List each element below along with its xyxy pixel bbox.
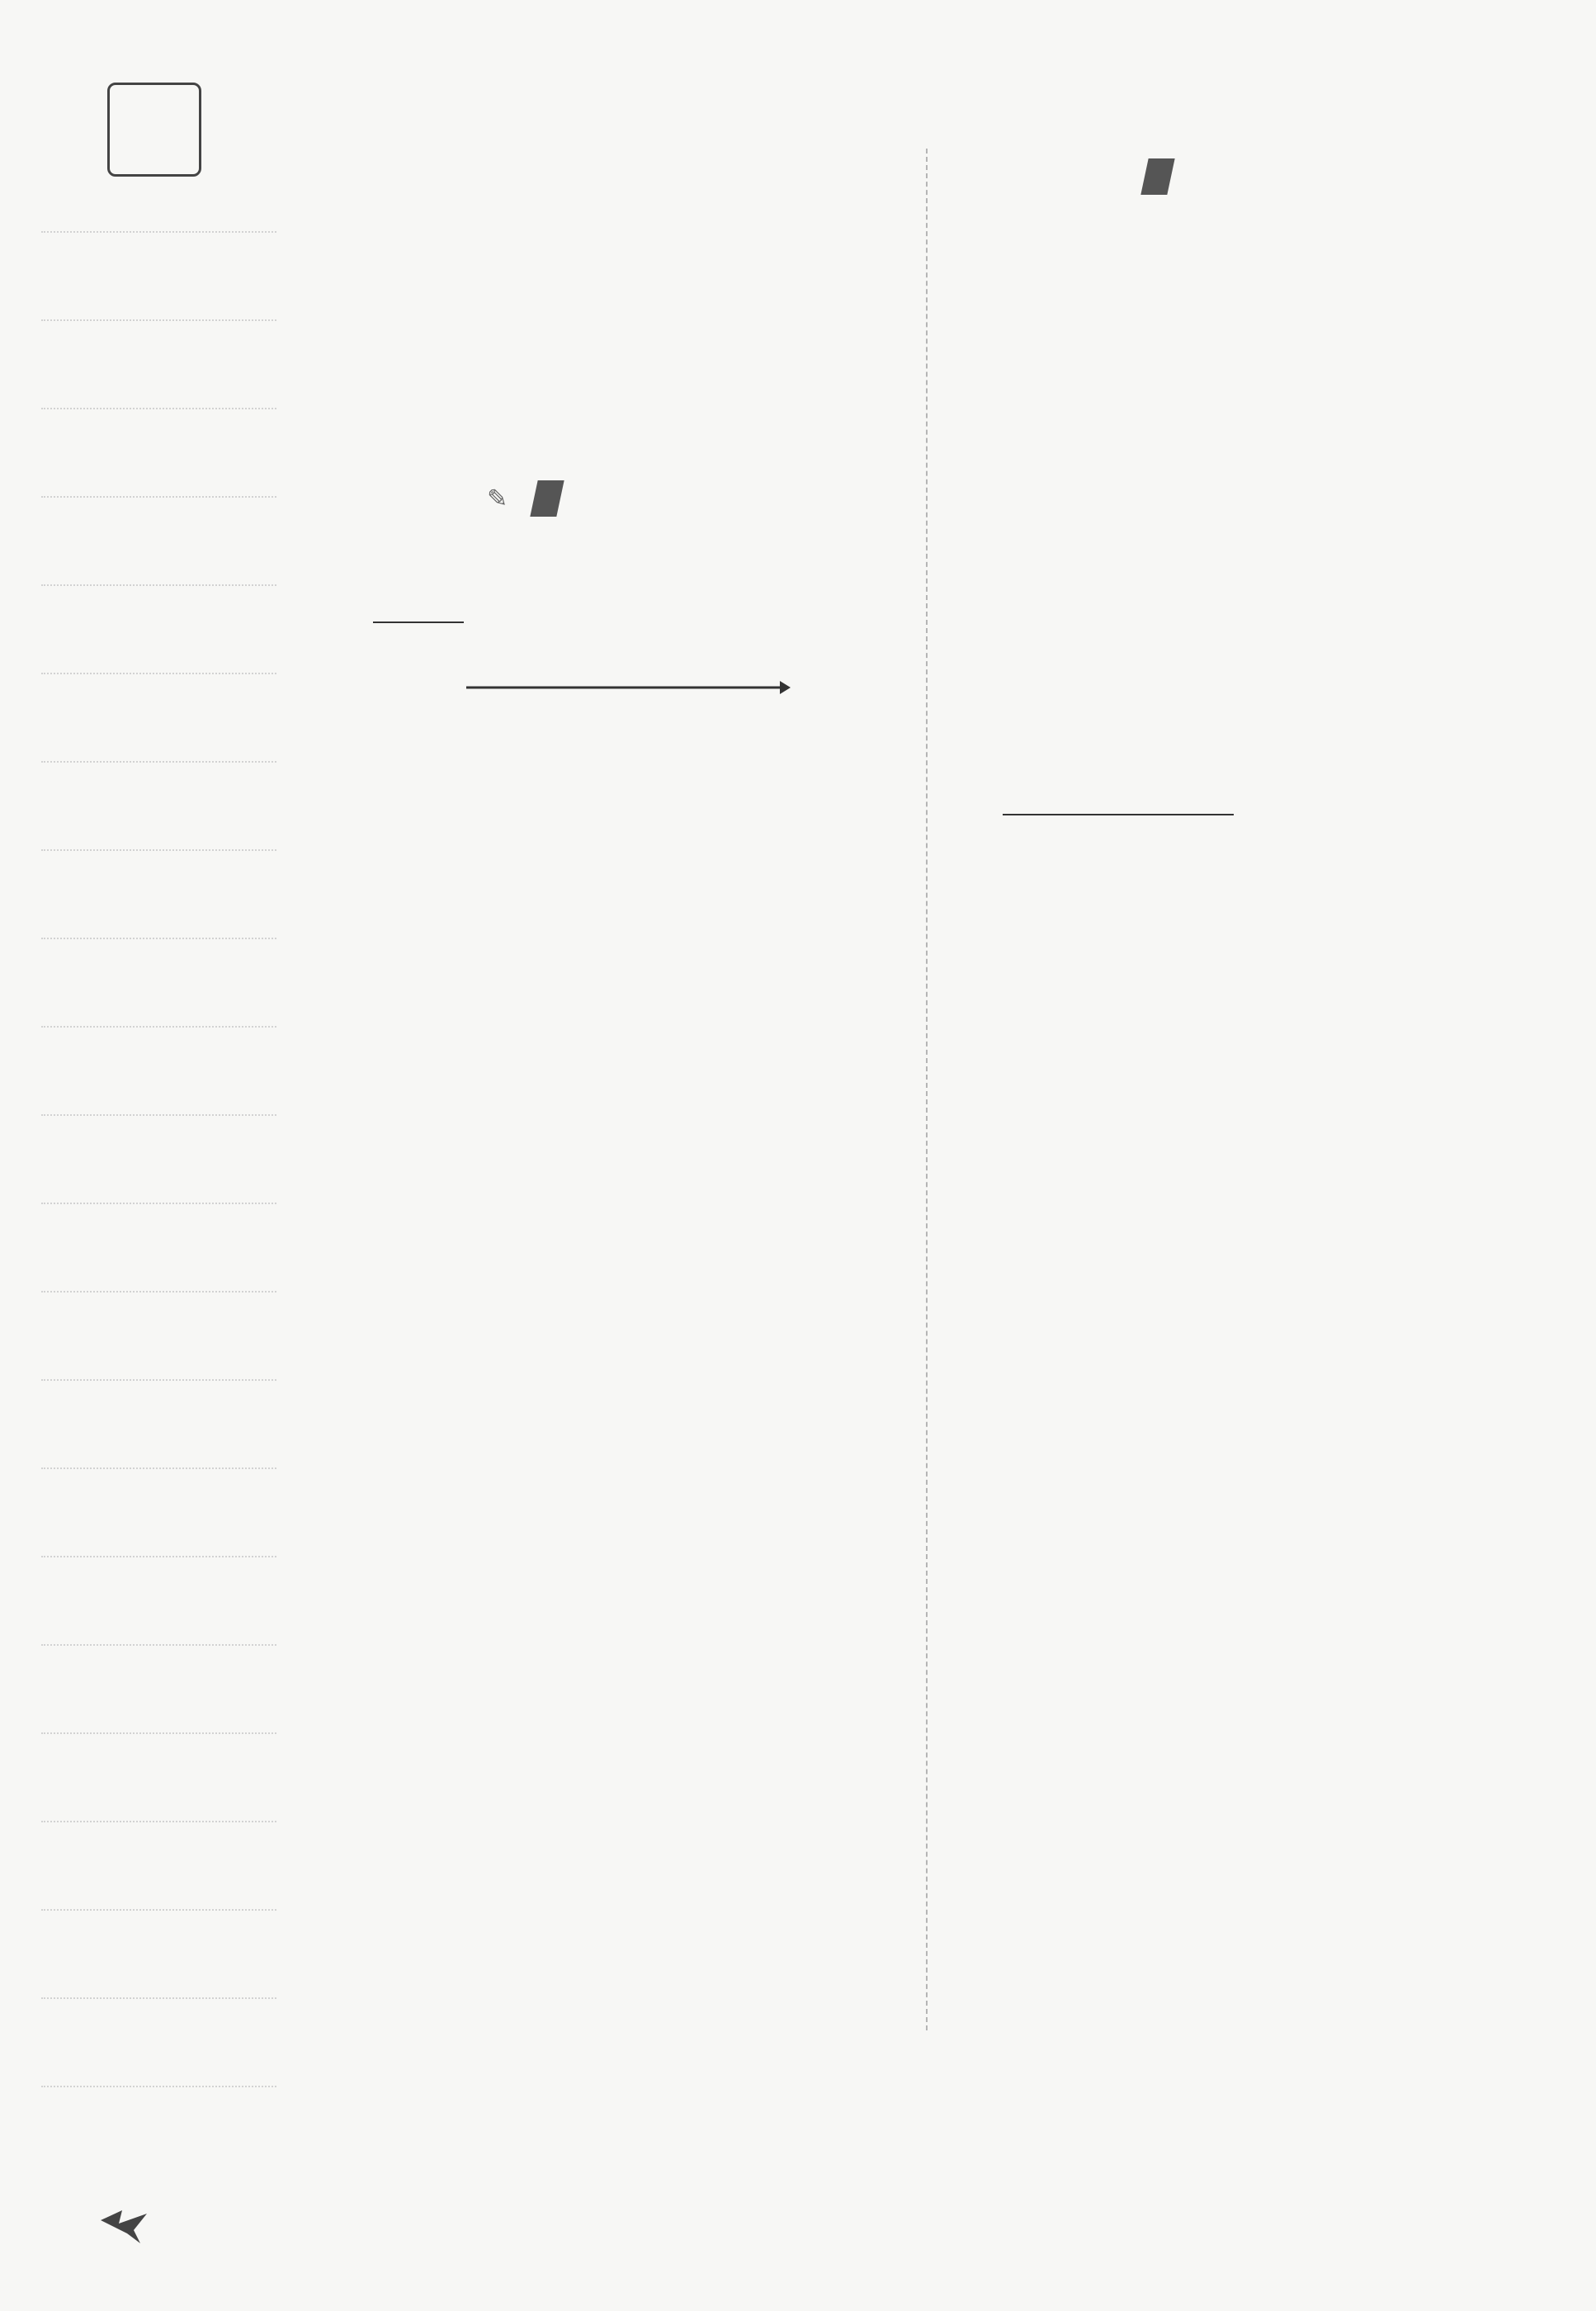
- question-14-sub1: [1003, 788, 1234, 825]
- notes-label-box: [107, 83, 201, 177]
- notes-line: [41, 584, 276, 586]
- notes-line: [41, 2086, 276, 2087]
- answer-blank: [373, 621, 464, 623]
- fill-blank-n[interactable]: [1118, 814, 1234, 815]
- notes-line: [41, 1467, 276, 1469]
- notes-line: [41, 319, 276, 321]
- section-banner-literacy: [1118, 157, 1171, 196]
- notes-line: [41, 231, 276, 233]
- notes-line: [41, 1114, 276, 1116]
- notes-line: [41, 761, 276, 763]
- notes-line: [41, 1997, 276, 1999]
- notes-line: [41, 496, 276, 498]
- notes-line: [41, 408, 276, 409]
- notes-line: [41, 1556, 276, 1557]
- banner-tag: [1140, 158, 1174, 195]
- notes-char: [113, 88, 154, 130]
- footer-logo-icon: [97, 2205, 155, 2247]
- banner-tag: [530, 480, 564, 517]
- notes-char: [154, 130, 196, 171]
- notes-line: [41, 1291, 276, 1293]
- pen-icon: ✎: [487, 484, 508, 513]
- notes-char: [113, 130, 154, 171]
- notes-line: [41, 1379, 276, 1381]
- notes-line: [41, 1909, 276, 1911]
- notes-line: [41, 938, 276, 939]
- notes-char: [154, 88, 196, 130]
- section-banner-ability: [487, 479, 560, 518]
- notes-line: [41, 1203, 276, 1204]
- notes-line: [41, 1026, 276, 1028]
- notes-line: [41, 1821, 276, 1822]
- notes-line: [41, 1732, 276, 1734]
- column-divider: [926, 149, 928, 2030]
- axis-arrow-icon: [780, 681, 791, 694]
- notes-line: [41, 1644, 276, 1646]
- fill-blank-m[interactable]: [1003, 814, 1118, 815]
- question-10-line: [373, 596, 464, 632]
- notes-line: [41, 849, 276, 851]
- notes-line: [41, 673, 276, 674]
- number-line-figure: [462, 656, 792, 747]
